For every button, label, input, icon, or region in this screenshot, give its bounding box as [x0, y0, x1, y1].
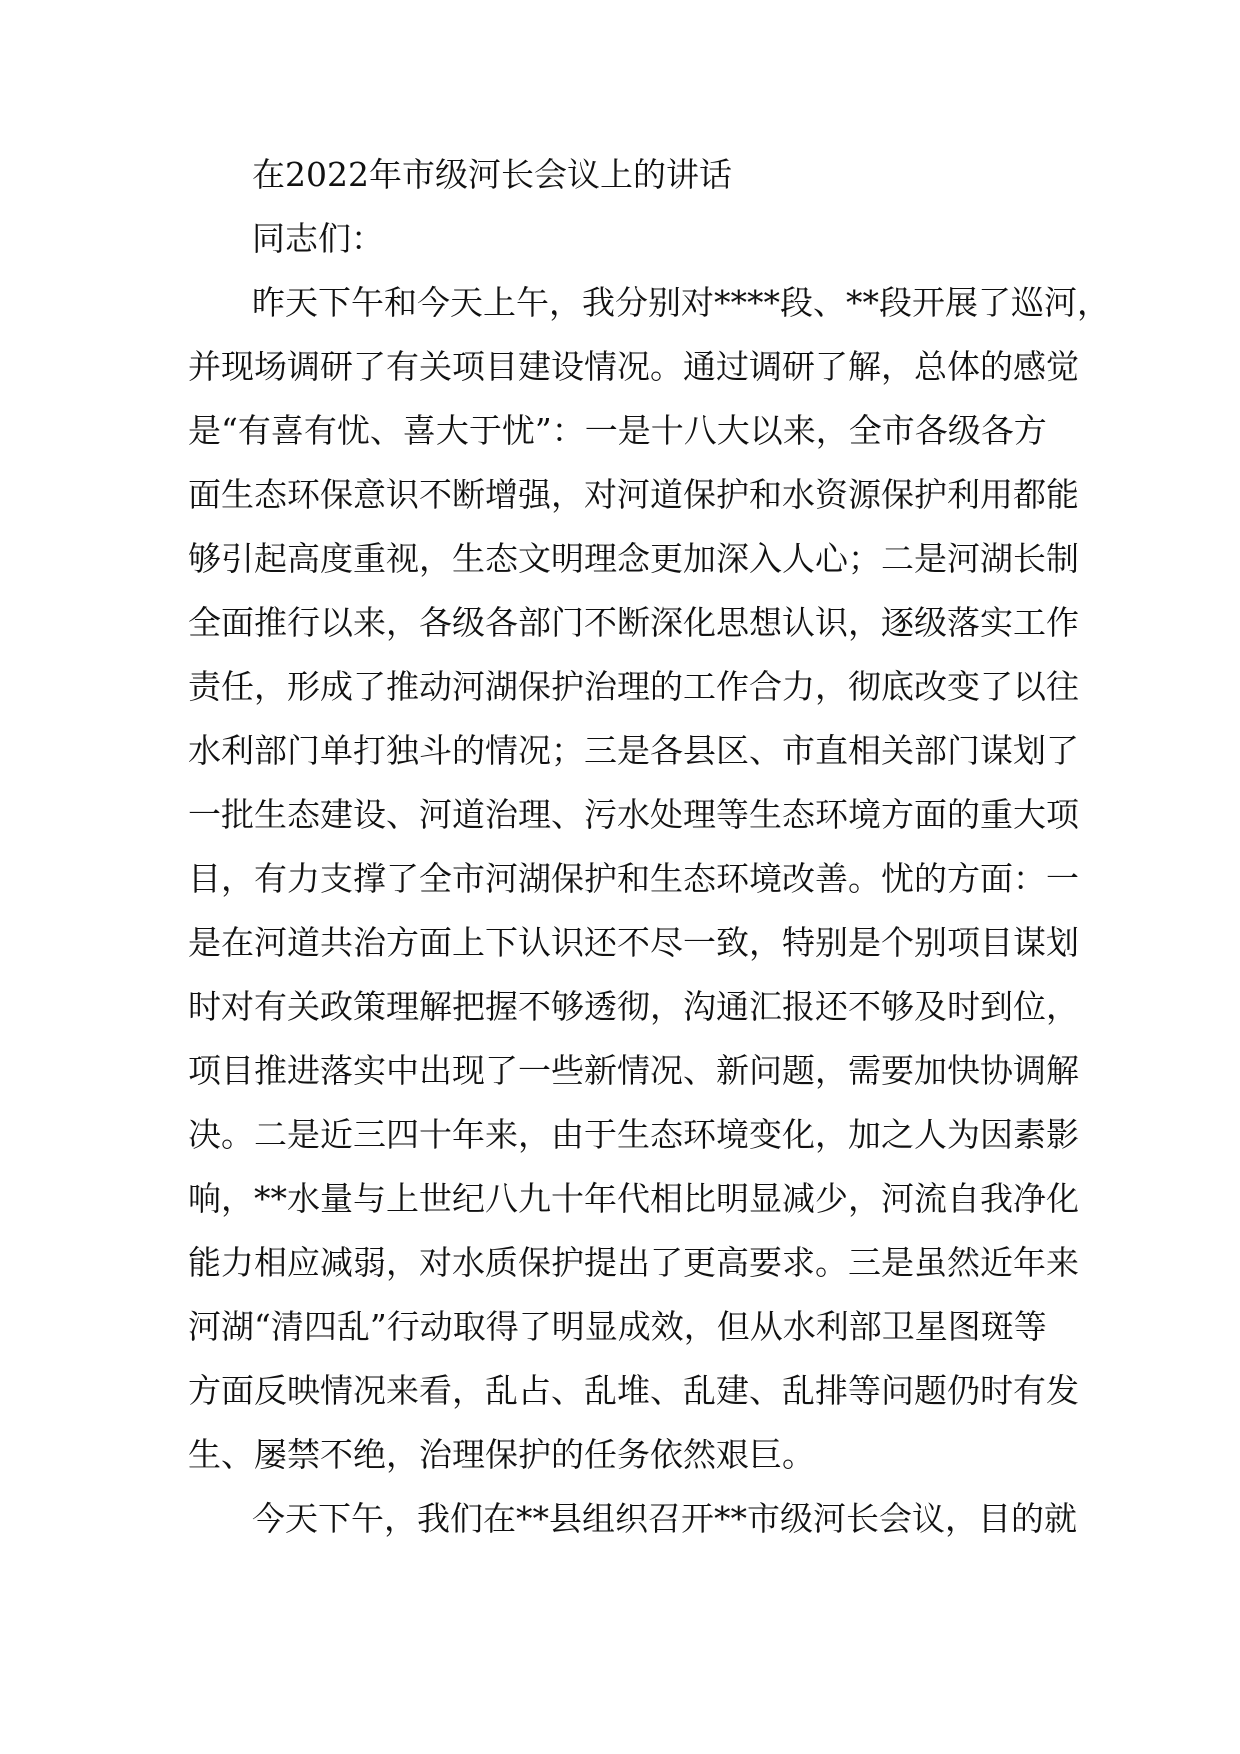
paragraph-line: 并现场调研了有关项目建设情况。通过调研了解，总体的感觉 — [188, 347, 1079, 386]
paragraph-line: 决。二是近三四十年来，由于生态环境变化，加之人为因素影 — [188, 1115, 1079, 1154]
salutation: 同志们： — [252, 219, 384, 258]
paragraph-2 — [188, 1487, 1077, 1551]
paragraph-line: 是在河道共治方面上下认识还不尽一致，特别是个别项目谋划 — [188, 923, 1079, 962]
paragraph-line: 河湖“清四乱”行动取得了明显成效，但从水利部卫星图斑等 — [188, 1307, 1047, 1346]
document-body — [188, 143, 1110, 1551]
paragraph-line: 昨天下午和今天上午，我分别对****段、**段开展了巡河， — [252, 283, 1110, 322]
paragraph-line: 面生态环保意识不断增强，对河道保护和水资源保护利用都能 — [188, 475, 1079, 514]
paragraph-line: 水利部门单打独斗的情况；三是各县区、市直相关部门谋划了 — [188, 731, 1079, 770]
paragraph-line: 方面反映情况来看，乱占、乱堆、乱建、乱排等问题仍时有发 — [188, 1371, 1079, 1410]
paragraph-line: 能力相应减弱，对水质保护提出了更高要求。三是虽然近年来 — [188, 1243, 1079, 1282]
paragraph-line: 全面推行以来，各级各部门不断深化思想认识，逐级落实工作 — [188, 603, 1079, 642]
paragraph-line: 时对有关政策理解把握不够透彻，沟通汇报还不够及时到位， — [188, 987, 1079, 1026]
paragraph-line: 是“有喜有忧、喜大于忧”：一是十八大以来，全市各级各方 — [188, 411, 1047, 450]
paragraph-line: 一批生态建设、河道治理、污水处理等生态环境方面的重大项 — [188, 795, 1079, 834]
paragraph-line: 项目推进落实中出现了一些新情况、新问题，需要加快协调解 — [188, 1051, 1079, 1090]
paragraph-line: 责任，形成了推动河湖保护治理的工作合力，彻底改变了以往 — [188, 667, 1079, 706]
paragraph-line: 生、屡禁不绝，治理保护的任务依然艰巨。 — [188, 1435, 815, 1474]
paragraph-line: 够引起高度重视，生态文明理念更加深入人心；二是河湖长制 — [188, 539, 1079, 578]
paragraph-line: 今天下午，我们在**县组织召开**市级河长会议，目的就 — [252, 1499, 1077, 1538]
document-title: 在2022年市级河长会议上的讲话 — [252, 155, 732, 194]
paragraph-1 — [188, 271, 1110, 1487]
paragraph-line: 响，**水量与上世纪八九十年代相比明显减少，河流自我净化 — [188, 1179, 1079, 1218]
paragraph-line: 目，有力支撑了全市河湖保护和生态环境改善。忧的方面：一 — [188, 859, 1079, 898]
